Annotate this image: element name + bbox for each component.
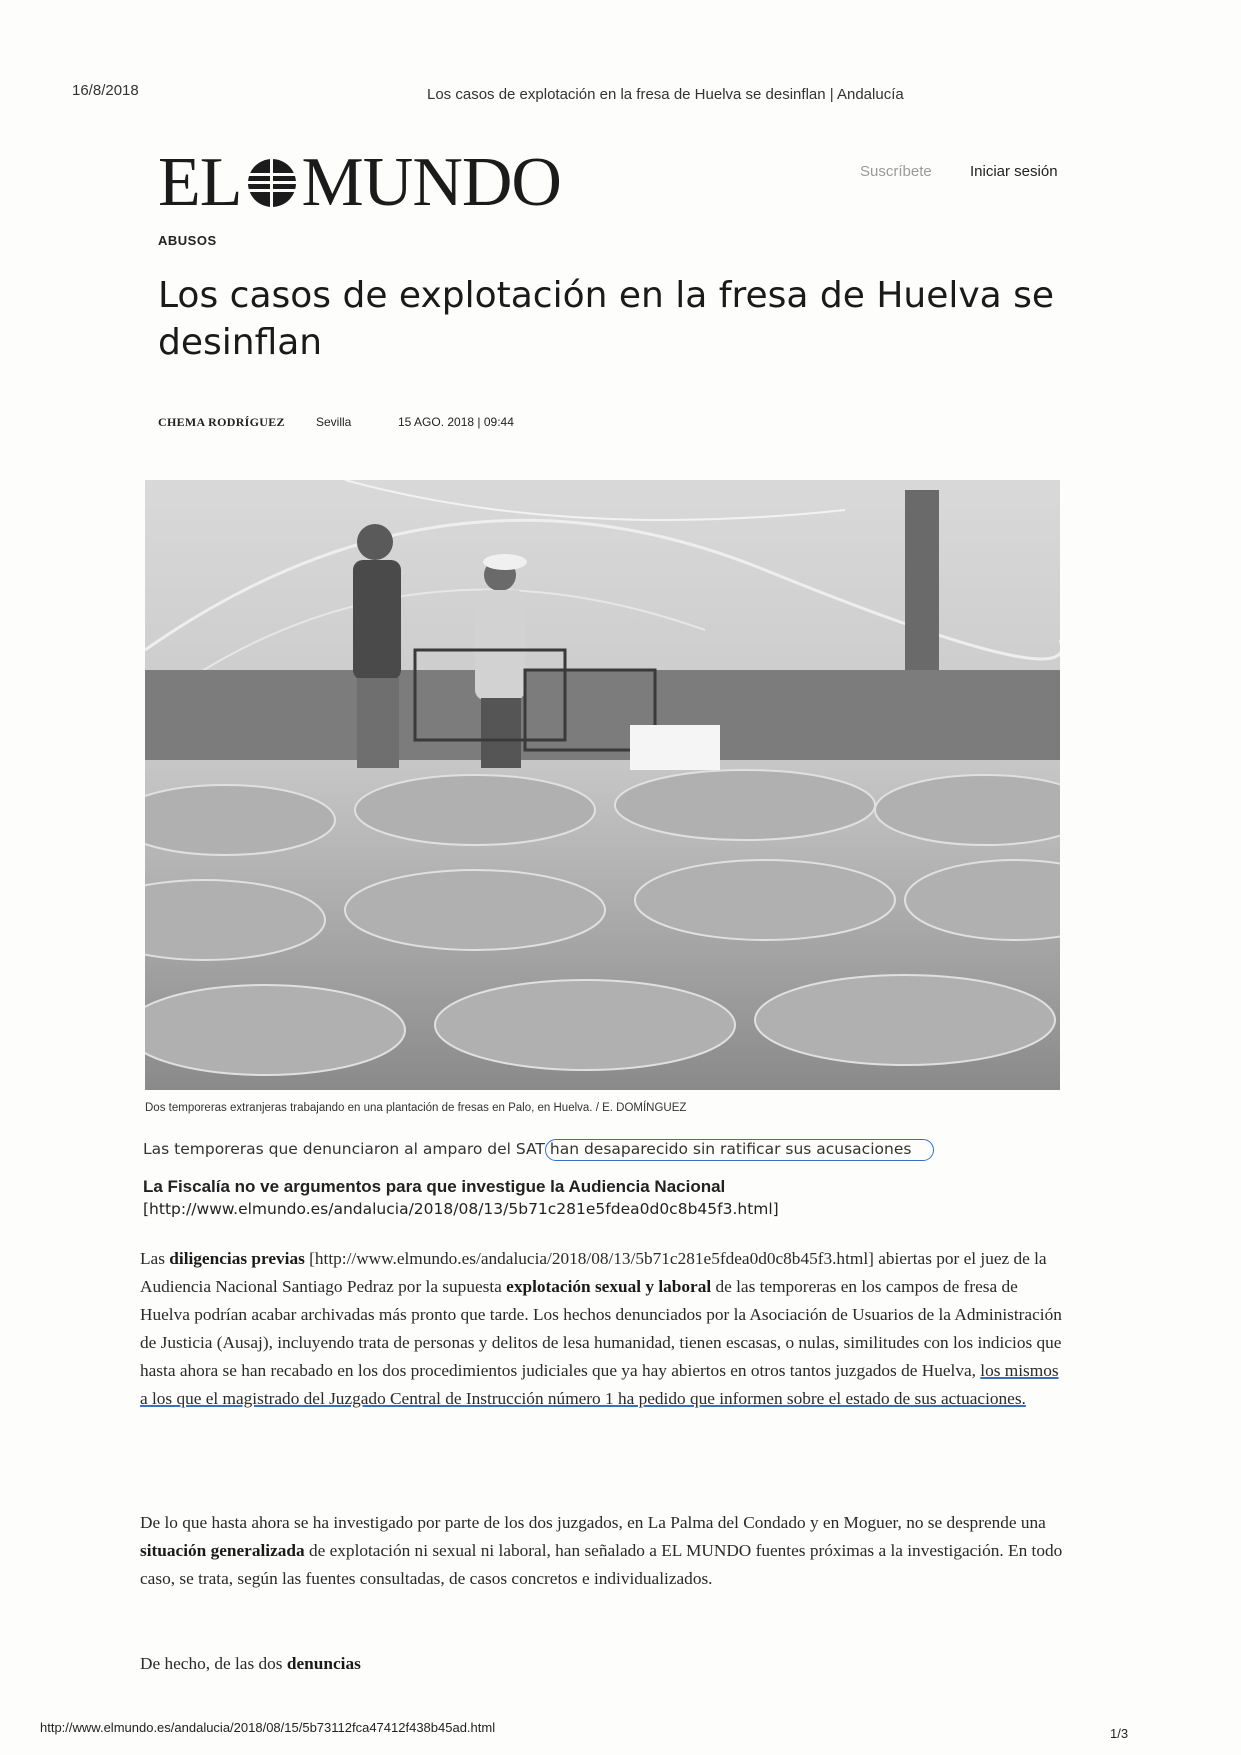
paragraph-3	[140, 1650, 1070, 1678]
p1-underlined-text: los mismos a los que el magistrado del Juzgado Central de Instrucción número 1 ha pedido que informen sobre el estado de sus actuaciones.	[140, 1361, 1059, 1408]
article-location: Sevilla	[316, 415, 352, 429]
related-article-url[interactable]: [http://www.elmundo.es/andalucia/2018/08/13/5b71c281e5fdea0d0c8b45f3.html]	[143, 1200, 779, 1218]
print-page-title: Los casos de explotación en la fresa de Huelva se desinflan | Andalucía	[427, 86, 904, 103]
globe-icon	[246, 157, 298, 209]
related-article[interactable]	[143, 1176, 1063, 1220]
p1-text-e: de las temporeras en los campos de fresa de Huelva podrían acabar archivadas más pronto que tarde. Los hechos denunciados por la Asociación de Usuarios de la Administración de Justicia (Ausaj), incluyendo trata de personas y delitos de lesa humanidad, tienen escasas, o nulas, similitudes con los indicios que hasta ahora se han recabado en los dos procedimientos judiciales que ya hay abiertos en otros tantos juzgados de Huelva,	[140, 1277, 1062, 1380]
diligencias-link[interactable]: diligencias previas	[169, 1249, 305, 1268]
print-date: 16/8/2018	[72, 82, 139, 99]
article-lead	[143, 1140, 934, 1158]
p2-text-a: De lo que hasta ahora se ha investigado por parte de los dos juzgados, en La Palma del Condado y en Moguer, no se desprende una	[140, 1513, 1046, 1532]
related-article-title[interactable]: La Fiscalía no ve argumentos para que investigue la Audiencia Nacional	[143, 1177, 726, 1196]
login-link[interactable]: Iniciar sesión	[970, 163, 1058, 180]
logo-text-right: MUNDO	[301, 144, 561, 221]
article-headline: Los casos de explotación en la fresa de Huelva se desinflan	[158, 275, 1055, 363]
section-label[interactable]: ABUSOS	[158, 233, 217, 248]
p1-text-c: [http://www.elmundo.es/andalucia/2018/08/13/5b71c281e5fdea0d0c8b45f3.html] abiertas por el juez de la Audiencia Nacional Santiago Pedraz por la supuesta	[140, 1249, 1047, 1296]
print-footer-url: http://www.elmundo.es/andalucia/2018/08/15/5b73112fca47412f438b45ad.html	[40, 1720, 496, 1735]
p1-text-a: Las	[140, 1249, 165, 1268]
photo-caption: Dos temporeras extranjeras trabajando en una plantación de fresas en Palo, en Huelva. / E. DOMÍNGUEZ	[145, 1102, 687, 1114]
p3-text-a: De hecho, de las dos	[140, 1654, 283, 1673]
logo-text-left: EL	[158, 144, 242, 221]
explotacion-link[interactable]: explotación sexual y laboral	[506, 1277, 712, 1296]
p2-text-c: de explotación ni sexual ni laboral, han señalado a EL MUNDO fuentes próximas a la investigación. En todo caso, se trata, según las fuentes consultadas, de casos concretos e individualizados.	[140, 1541, 1063, 1588]
lead-highlight: han desaparecido sin ratificar sus acusaciones	[545, 1139, 935, 1161]
el-mundo-logo[interactable]	[158, 144, 561, 221]
lead-text: Las temporeras que denunciaron al amparo del SAT	[143, 1140, 545, 1158]
paragraph-1	[140, 1245, 1070, 1413]
print-page-number: 1/3	[1110, 1726, 1129, 1741]
author-name[interactable]: CHEMA RODRÍGUEZ	[158, 415, 285, 429]
greenhouse-photo-image	[145, 480, 1060, 1090]
denuncias-link[interactable]: denuncias	[286, 1654, 361, 1673]
article-photo	[145, 480, 1060, 1090]
paragraph-2	[140, 1509, 1070, 1593]
situacion-link[interactable]: situación generalizada	[140, 1541, 305, 1560]
subscribe-link[interactable]: Suscríbete	[860, 163, 932, 180]
article-datetime: 15 AGO. 2018 | 09:44	[398, 415, 514, 429]
